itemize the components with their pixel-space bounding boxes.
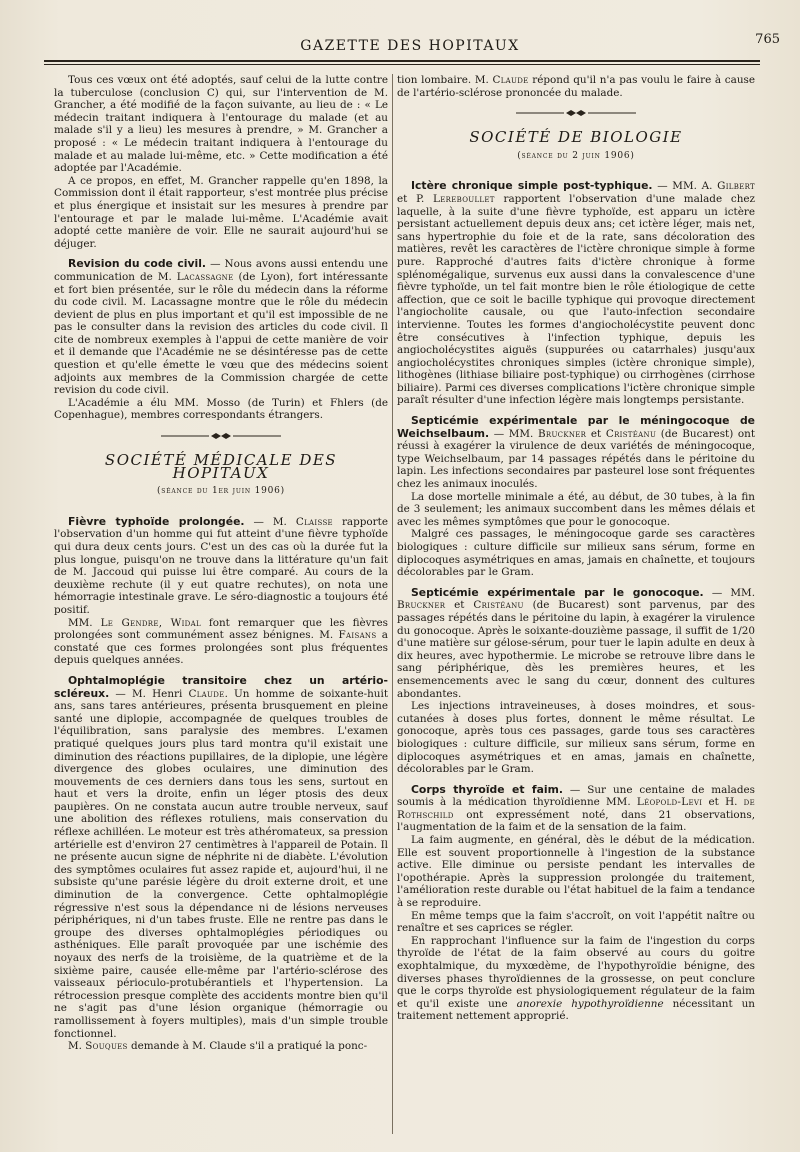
journal-title: GAZETTE DES HOPITAUX: [300, 38, 520, 54]
paragraph-heading: Fièvre typhoïde prolongée.: [68, 514, 245, 528]
header-rule-thin: [44, 64, 760, 65]
author-name: Cristéanu: [473, 599, 524, 612]
paragraph-heading: Corps thyroïde et faim.: [411, 782, 563, 796]
author-name: Gilbert: [717, 180, 755, 193]
author-name: Léopold-Levi: [636, 796, 703, 809]
section-date: (séance du 1er juin 1906): [157, 486, 285, 497]
paragraph: Les injections intraveineuses, à doses moindres, et sous-cutanées à doses plus fortes, donnent le même résultat. Le gonocoque, après tous ces passages, garde tous ses caractères biologiques : culture difficile, sur milieux sans sérum, forme en diplocoques asymétriques et en amas, jamais en chaînette, décolorables par le Gram.: [397, 700, 755, 776]
author-name: Lereboullet: [433, 192, 495, 205]
author-name: Lacassagne: [176, 270, 234, 283]
emphasis-term: anorexie hypothyroïdienne: [516, 997, 664, 1010]
page-number: 765: [755, 32, 780, 47]
column-divider: [392, 74, 393, 1134]
paragraph: M. Souques demande à M. Claude s'il a pratiqué la ponc-: [68, 1040, 368, 1053]
paragraph-septicemie-gonocoque: Septicémie expérimentale par le gonocoque. — MM. Bruckner et Cristéanu (de Bucarest) sont parvenus, par des passages répétés dans le péritoine du lapin, à exagérer la virulence du gonocoque. Après le soixante-douzième passage, il suffit de 1/20 d'une matière sur gélose-sérum, pour tuer le lapin adulte en deux à dix heures, avec hypothermie. Le microbe se retrouve libre dans le sang périphérique, dès les premières heures, et les ensemencements avec le sang du cœur, donnent des cultures abondantes.: [397, 585, 755, 700]
author-name: Faisans: [338, 629, 377, 642]
paragraph-revision-code-civil: Revision du code civil. — Nous avons aussi entendu une communication de M. Lacassagne (de Lyon), fort intéressante et fort bien présentée, sur le rôle du médecin dans la réforme du code civil. M. Lacassagne montre que le rôle du médecin devient de plus en plus important et qu'il est impossible de ne pas le consulter dans la revision des articles du code civil. Il cite de nombreux exemples à l'appui de cette manière de voir et il demande que l'Académie ne se désintéresse pas de cette question et qu'elle émette le vœu que des médecins soient adjoints aux membres de la Commission chargée de cette revision du code civil.: [54, 257, 388, 397]
section-ornament: [161, 432, 281, 440]
author-name: Claude: [188, 687, 225, 700]
section-ornament: [516, 109, 636, 117]
paragraph: En rapprochant l'influence sur la faim de l'ingestion du corps thyroïde de l'état de la faim observé au cours du goitre exophtalmique, du myxœdème, de l'hypothyroïdie bénigne, des diverses phases thyroïdiennes de la grossesse, on peut conclure que le corps thyroïde est physiologiquement régulateur de la faim et qu'il existe une anorexie hypothyroïdienne nécessitant un traitement nettement approprié.: [397, 934, 755, 1023]
paragraph-ictere-chronique: Ictère chronique simple post-typhique. — MM. A. Gilbert et P. Lereboullet rapportent l'observation d'une malade chez laquelle, à la suite d'une fièvre typhoïde, est apparu un ictère persistant actuellement depuis deux ans; cet ictère léger, mais net, sans hypertrophie du foie et de la rate, sans décoloration des matières, revêt les caractères de l'ictère chronique simple à forme pure. Rapproché d'autres faits d'ictère chronique à forme splénomégalique, survenus eux aussi dans la convalescence d'une fièvre typhoïde, un tel fait montre bien le rôle étiologique de cette affection, que ce soit le bacille typhique qui provoque directement l'angiocholite causale, ou que l'auto-infection secondaire intervienne. Toutes les formes d'angiocholécystite peuvent donc être consécutives à l'infection typhique, depuis les angiocholécystites aiguës (suppurées ou catarrhales) jusqu'aux angiocholécystites chroniques simples (ictère chronique simple), lithogènes (lithiase biliaire post-typhique) ou cirrhogènes (cirrhose biliaire). Parmi ces diverses complications l'ictère chronique simple paraît résulter d'une infection légère mais longtemps persistante.: [397, 179, 755, 407]
author-name: Claude: [492, 74, 529, 86]
author-name: Le Gendre, Widal: [100, 616, 201, 629]
section-date: (séance du 2 juin 1906): [517, 150, 635, 161]
paragraph-ophtalmoplegie: Ophtalmoplégie transitoire chez un artério-scléreux. — M. Henri Claude. Un homme de soixante-huit ans, sans tares antérieures, présenta brusquement en pleine santé une diplopie, accompagnée de quelques troubles de l'équilibration, sans paralysie des membres. L'examen pratiqué quelques jours plus tard montra qu'il existait une diminution des réactions pupillaires, de la diplopie, une légère divergence des globes oculaires, une diminution des mouvements de ces derniers dans tous les sens, surtout en haut et vers la droite, enfin un léger ptosis des deux paupières. On ne constata aucun autre trouble nerveux, sauf une abolition des réflexes rotuliens, mais conservation du réflexe achilléen. Le moteur est très athéromateux, sa pression artérielle est d'environ 27 centimètres à l'appareil de Potain. Il ne présente aucun signe de néphrite ni de diabète. L'évolution des symptômes oculaires fut assez rapide et, aujourd'hui, il ne subsiste qu'une parésie légère du droit externe droit, et une diminution de la convergence. Cette ophtalmoplégie régressive n'est sous la dépendance ni de lésions nerveuses périphériques, ni d'un tabes fruste. Elle ne rentre pas dans le groupe des diverses ophtalmoplégies périodiques ou asthéniques. Elle paraît provoquée par une ischémie des noyaux des nerfs de la troisième, de la quatrième et de la sixième paire, causée elle-même par l'artério-sclérose des vaisseaux périoculo-protubérantiels et l'hypertension. La rétrocession presque complète des accidents montre bien qu'il ne s'agit pas d'une lésion organique (hémorragie ou ramollissement à foyers multiples), mais d'un simple trouble fonctionnel.: [54, 673, 388, 1040]
paragraph-corps-thyroide: Corps thyroïde et faim. — Sur une centaine de malades soumis à la médication thyroïdienne MM. Léopold-Levi et H. de Rothschild ont expressément noté, dans 21 observations, l'augmentation de la faim et de la sensation de la faim.: [397, 782, 755, 834]
paragraph-fievre-typhoide: Fièvre typhoïde prolongée. — M. Claisse rapporte l'observation d'un homme qui fut atteint d'une fièvre typhoïde qui dura deux cents jours. C'est un des cas où la durée fut la plus longue, puisqu'on ne trouve dans la littérature qu'un fait de M. Jaccoud qui puisse lui être comparé. Au cours de la deuxième rechute (il y eut quatre rechutes), on nota une hémorragie intestinale grave. Le séro-diagnostic a toujours été positif.: [54, 514, 388, 616]
paragraph: Tous ces vœux ont été adoptés, sauf celui de la lutte contre la tuberculose (conclusion C) qui, sur l'intervention de M. Grancher, a été modifié de la façon suivante, au lieu de : « Le médecin traitant indiquera à l'entourage du malade (et au malade s'il y a lieu) les mesures à prendre, » M. Grancher a proposé : « Le médecin traitant indiquera à l'entourage du malade et au malade lui-même, etc. » Cette modification a été adoptée par l'Académie.: [54, 74, 388, 175]
paragraph: Malgré ces passages, le méningocoque garde ses caractères biologiques : culture difficile sur milieux sans sérum, forme en diplocoques asymétriques en amas, jamais en chaînette, et toujours décolorables par le Gram.: [397, 528, 755, 579]
author-name: Bruckner: [537, 427, 587, 440]
paragraph: A ce propos, en effet, M. Grancher rappelle qu'en 1898, la Commission dont il était rapporteur, s'est montrée plus précise et plus énergique et insistait sur les mesures à prendre par l'entourage et par le malade lui-même. L'Académie avait adopté cette manière de voir. Elle ne saurait aujourd'hui se déjuger.: [54, 174, 388, 250]
paragraph-heading: Ictère chronique simple post-typhique.: [411, 179, 653, 193]
section-title: SOCIÉTÉ MÉDICALE DES HOPITAUX: [104, 451, 338, 482]
paragraph-heading: Septicémie expérimentale par le méningocoque de Weichselbaum.: [397, 414, 755, 440]
header-rule: [44, 60, 760, 62]
author-name: de Rothschild: [397, 796, 755, 821]
author-name: Cristéanu: [605, 427, 657, 440]
right-column: [397, 74, 755, 1134]
author-name: Souques: [85, 1040, 128, 1053]
paragraph-heading: Ophtalmoplégie transitoire chez un artério-scléreux.: [54, 673, 388, 700]
section-title: SOCIÉTÉ DE BIOLOGIE: [469, 128, 683, 147]
author-name: Bruckner: [397, 599, 446, 612]
paragraph-heading: Revision du code civil.: [68, 257, 207, 271]
paragraph: En même temps que la faim s'accroît, on voit l'appétit naître ou renaître et ses caprices se régler.: [397, 909, 755, 935]
paragraph-heading: Septicémie expérimentale par le gonocoque.: [411, 585, 704, 599]
paragraph: MM. Le Gendre, Widal font remarquer que les fièvres prolongées sont communément assez bénignes. M. Faisans a constaté que ces formes prolongées sont plus fréquentes depuis quelques années.: [54, 616, 388, 667]
paragraph: tion lombaire. M. Claude répond qu'il n'a pas voulu le faire à cause de l'artério-sclérose prononcée du malade.: [397, 74, 755, 99]
page-header: [40, 30, 780, 60]
paragraph: La faim augmente, en général, dès le début de la médication. Elle est souvent proportionnelle à l'ingestion de la substance active. Elle diminue ou persiste pendant les intervalles de l'opothérapie. Après la suppression prolongée du traitement, l'amélioration reste durable ou l'état habituel de la faim a tendance à se reproduire.: [397, 834, 755, 910]
left-column: [54, 74, 388, 1134]
author-name: Claisse: [295, 515, 333, 528]
paragraph: La dose mortelle minimale a été, au début, de 30 tubes, à la fin de 3 seulement; les animaux succombent dans les mêmes délais et avec les mêmes symptômes que pour le gonocoque.: [397, 490, 755, 528]
paragraph-septicemie-meningocoque: Septicémie expérimentale par le méningocoque de Weichselbaum. — MM. Bruckner et Cristéanu (de Bucarest) ont réussi à exagérer la virulence de deux variétés de méningocoque, type Weichselbaum, par 14 passages répétés dans le péritoine du lapin. Les infections secondaires par pasteurel lose sont fréquentes chez les animaux inoculés.: [397, 414, 755, 491]
paragraph: L'Académie a élu MM. Mosso (de Turin) et Fhlers (de Copenhague), membres correspondants étrangers.: [54, 396, 388, 422]
